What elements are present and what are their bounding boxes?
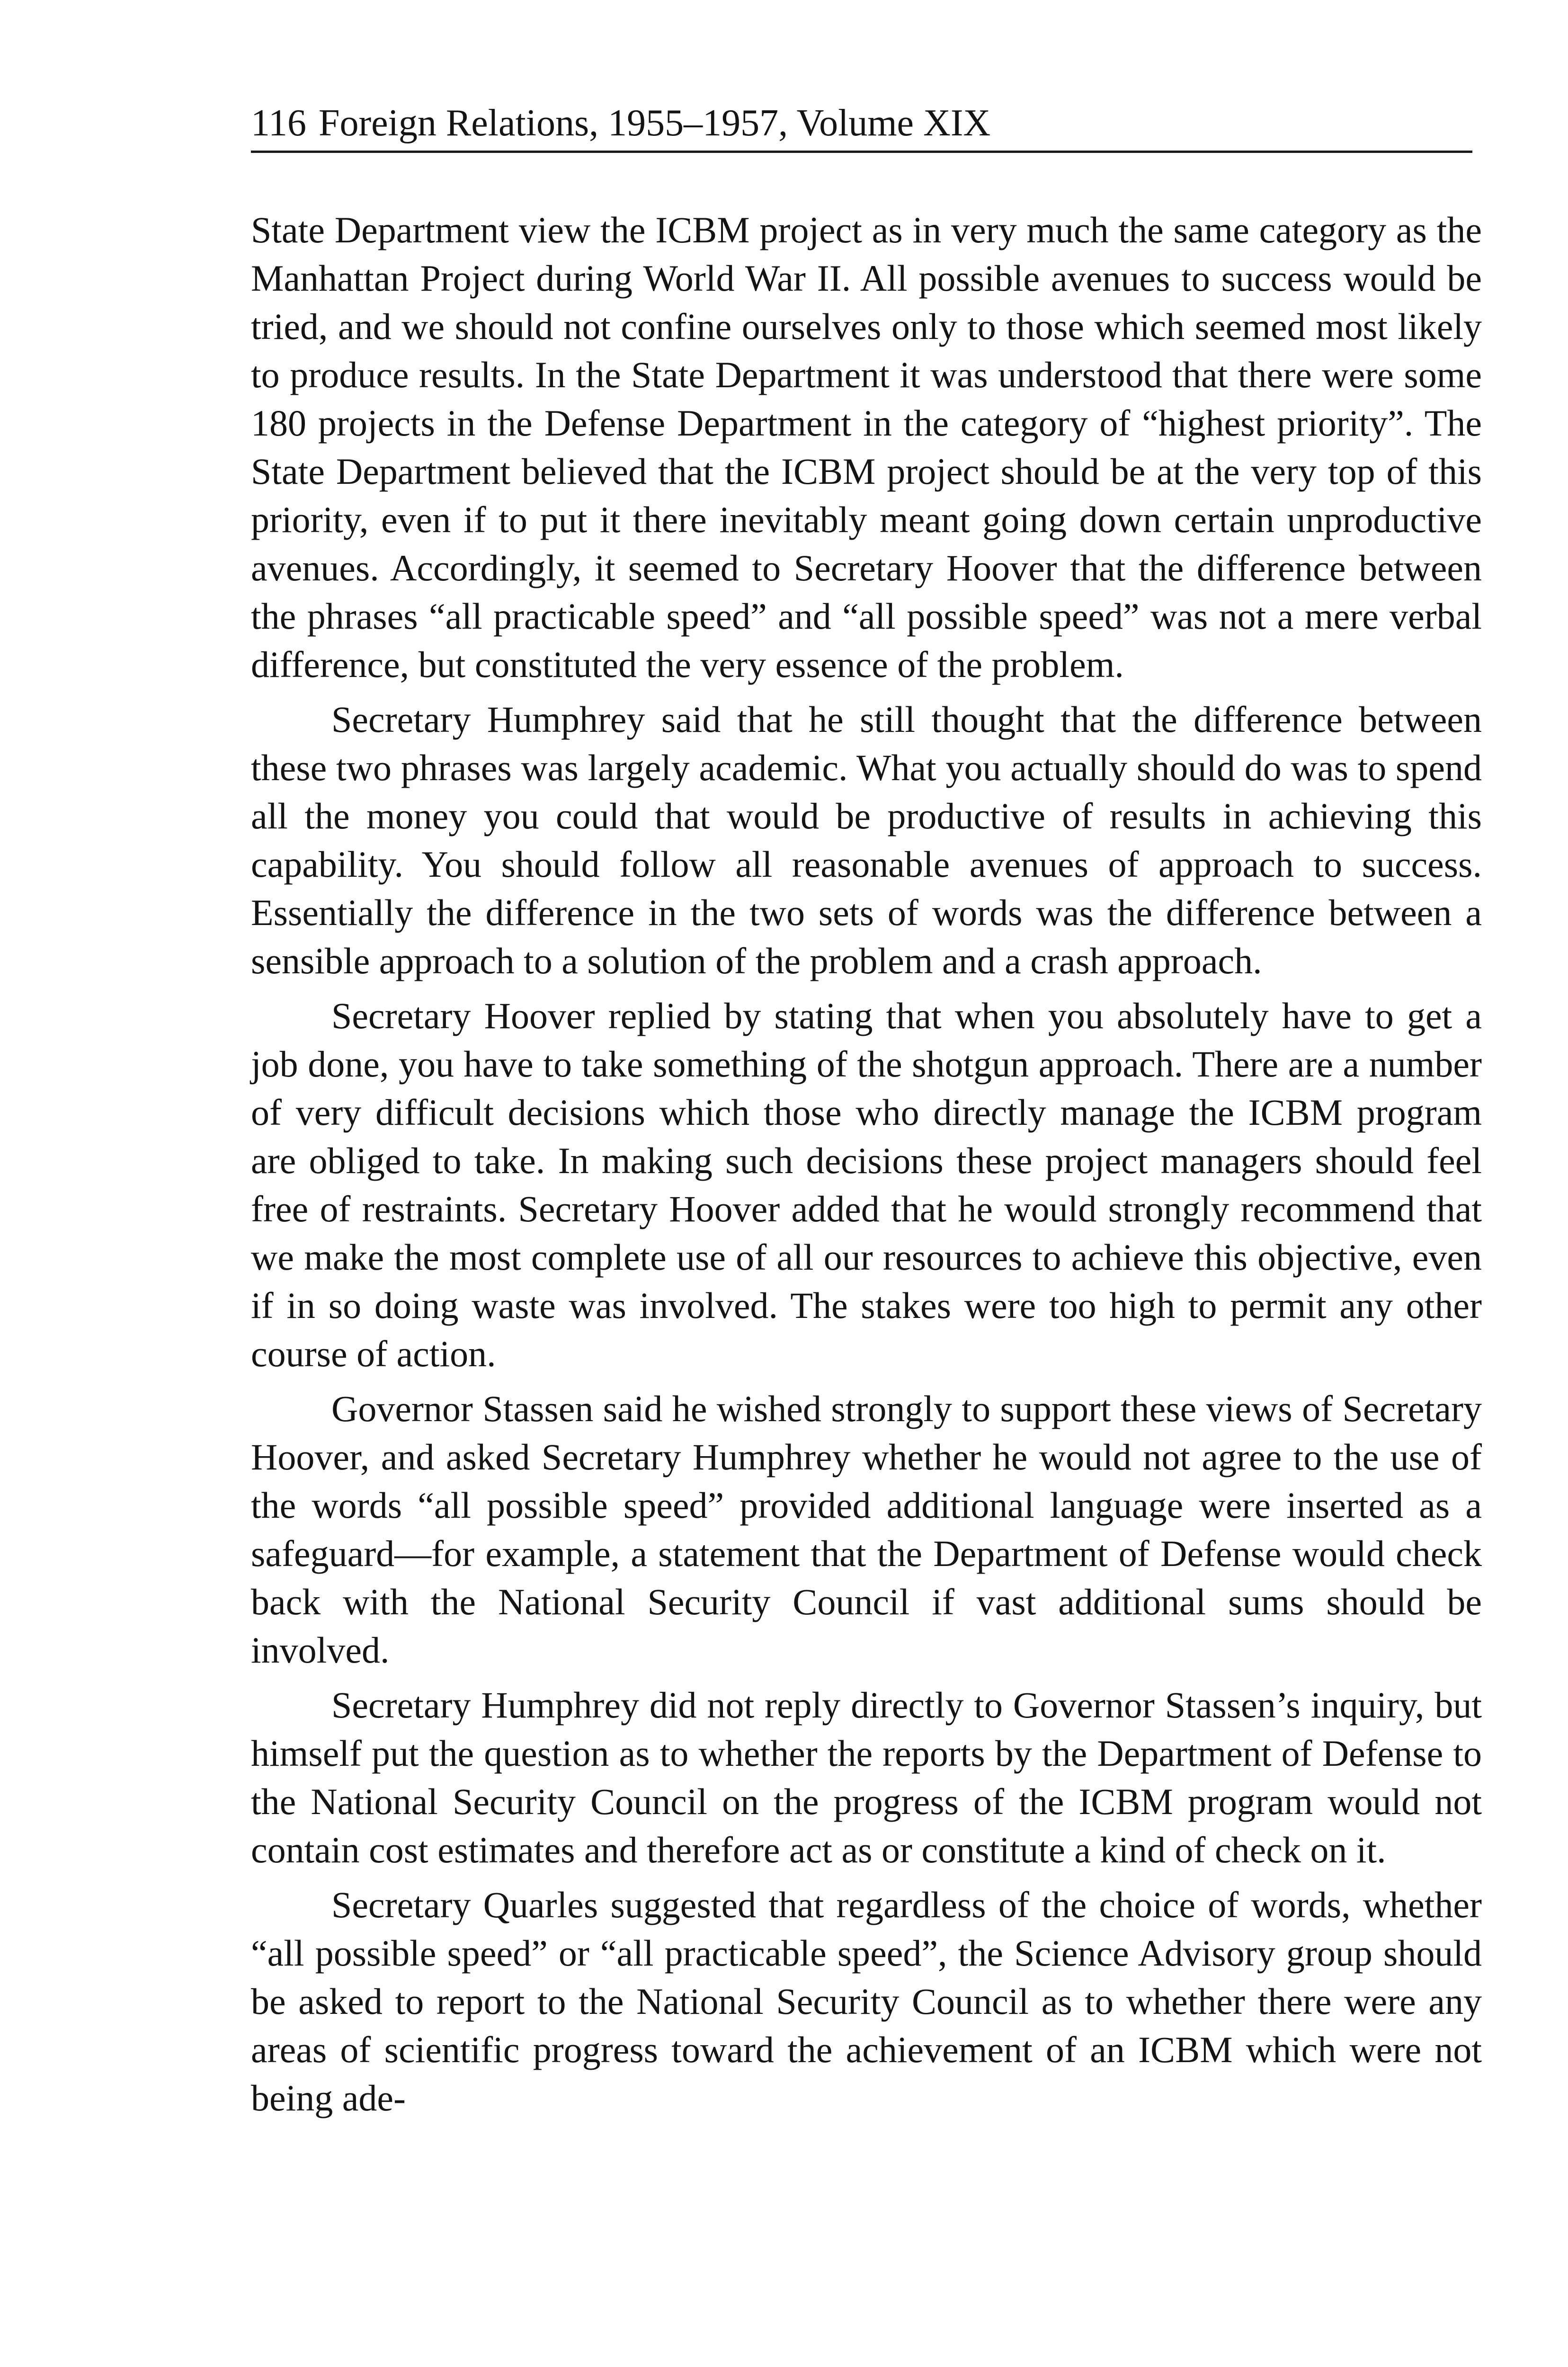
running-head (251, 104, 1472, 153)
paragraph-continued: State Department view the ICBM project as in very much the same category as the Manhattan Project during World War II. All possible avenues to success would be tried, and we should not confine ourselves only to those which seemed most likely to produce results. In the State Department it was understood that there were some 180 projects in the Defense Department in the category of “highest priority”. The State Department believed that the ICBM project should be at the very top of this priority, even if to put it there inevitably meant going down certain unproductive avenues. Accordingly, it seemed to Secretary Hoover that the difference between the phrases “all practicable speed” and “all possible speed” was not a mere verbal difference, but constituted the very essence of the problem. (251, 209, 1482, 685)
page-number: 116 (251, 102, 307, 144)
paragraph-stassen-support: Governor Stassen said he wished strongly to support these views of Secretary Hoover, and asked Secretary Humphrey whether he would not agree to the use of the words “all possible speed” provided additional language were inserted as a safeguard—for example, a statement that the Department of Defense would check back with the National Security Council if vast additional sums should be involved. (251, 1388, 1482, 1671)
paragraph-humphrey-academic: Secretary Humphrey said that he still thought that the difference between these two phrases was largely academic. What you actually should do was to spend all the money you could that would be productive of results in achieving this capability. You should follow all reasonable avenues of approach to success. Essentially the difference in the two sets of words was the difference between a sensible approach to a solution of the problem and a crash approach. (251, 699, 1482, 981)
paragraph-hoover-shotgun: Secretary Hoover replied by stating that when you absolutely have to get a job done, you have to take something of the shotgun approach. There are a number of very difficult decisions which those who directly manage the ICBM program are obliged to take. In making such decisions these project managers should feel free of restraints. Secretary Hoover added that he would strongly recommend that we make the most complete use of all our resources to achieve this objective, even if in so doing waste was involved. The stakes were too high to permit any other course of action. (251, 995, 1482, 1374)
body-text (251, 206, 1482, 2122)
document-page (251, 104, 1482, 2129)
paragraph-quarles-suggestion: Secretary Quarles suggested that regardless of the choice of words, whether “all possible speed” or “all practicable speed”, the Science Advisory group should be asked to report to the National Security Council as to whether there were any areas of scientific progress toward the achievement of an ICBM which were not being ade- (251, 1884, 1482, 2118)
paragraph-humphrey-question: Secretary Humphrey did not reply directly to Governor Stassen’s inquiry, but himself put the question as to whether the reports by the Department of Defense to the National Security Council on the progress of the ICBM program would not contain cost estimates and therefore act as or constitute a kind of check on it. (251, 1684, 1482, 1870)
running-title: Foreign Relations, 1955–1957, Volume XIX (319, 102, 991, 144)
